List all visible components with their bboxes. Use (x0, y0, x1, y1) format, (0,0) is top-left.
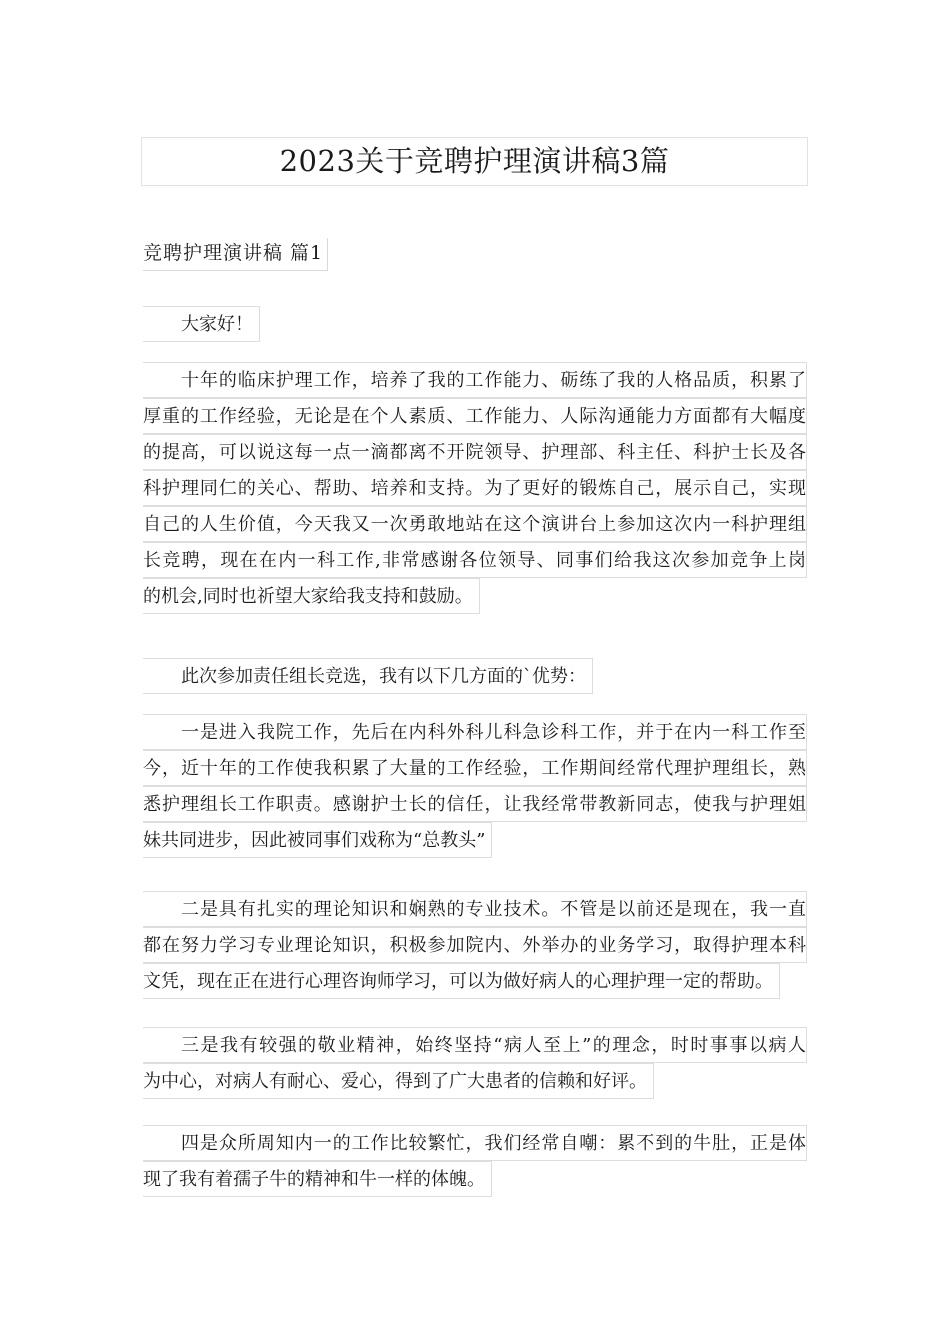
paragraph-point-four (143, 1125, 807, 1210)
paragraph-line: 都在努力学习专业理论知识，积极参加院内、外举办的业务学习，取得护理本科 (143, 927, 807, 963)
paragraph-line: 二是具有扎实的理论知识和娴熟的专业技术。不管是以前还是现在，我一直 (143, 891, 807, 927)
paragraph-intro (143, 362, 807, 627)
paragraph-line: 长竞聘，现在在内一科工作,非常感谢各位领导、同事们给我这次参加竞争上岗 (143, 542, 807, 578)
paragraph-line: 妹共同进步，因此被同事们戏称为“总教头” (143, 822, 492, 858)
paragraph-point-one (143, 714, 807, 871)
paragraph-line: 三是我有较强的敬业精神，始终坚持“病人至上”的理念，时时事事以病人 (143, 1027, 807, 1063)
paragraph-point-two (143, 891, 807, 1012)
paragraph-line: 为中心，对病人有耐心、爱心，得到了广大患者的信赖和好评。 (143, 1063, 654, 1099)
paragraph-line: 大家好！ (143, 306, 260, 342)
paragraph-line: 悉护理组长工作职责。感谢护士长的信任，让我经常带教新同志，使我与护理姐 (143, 786, 807, 822)
paragraph-greeting (143, 306, 807, 355)
paragraph-line: 现了我有着孺子牛的精神和牛一样的体魄。 (143, 1161, 492, 1197)
paragraph-line: 自己的人生价值，今天我又一次勇敢地站在这个演讲台上参加这次内一科护理组 (143, 506, 807, 542)
paragraph-line: 一是进入我院工作，先后在内科外科儿科急诊科工作，并于在内一科工作至 (143, 714, 807, 750)
paragraph-line: 的提高，可以说这每一点一滴都离不开院领导、护理部、科主任、科护士长及各 (143, 434, 807, 470)
paragraph-point-three (143, 1027, 807, 1112)
paragraph-line: 厚重的工作经验，无论是在个人素质、工作能力、人际沟通能力方面都有大幅度 (143, 398, 807, 434)
paragraph-line: 的机会,同时也祈望大家给我支持和鼓励。 (143, 578, 480, 614)
paragraph-line: 此次参加责任组长竞选，我有以下几方面的`优势： (143, 658, 593, 694)
paragraph-line: 今，近十年的工作使我积累了大量的工作经验，工作期间经常代理护理组长，熟 (143, 750, 807, 786)
document-title: 2023关于竞聘护理演讲稿3篇 (141, 137, 808, 186)
paragraph-line: 四是众所周知内一的工作比较繁忙，我们经常自嘲：累不到的牛肚，正是体 (143, 1125, 807, 1161)
paragraph-line: 科护理同仁的关心、帮助、培养和支持。为了更好的锻炼自己，展示自己，实现 (143, 470, 807, 506)
paragraph-advantages-intro (143, 658, 807, 707)
paragraph-line: 文凭，现在正在进行心理咨询师学习，可以为做好病人的心理护理一定的帮助。 (143, 963, 780, 999)
section-heading: 竞聘护理演讲稿 篇1 (143, 238, 328, 271)
paragraph-line: 十年的临床护理工作，培养了我的工作能力、砺练了我的人格品质，积累了 (143, 362, 807, 398)
